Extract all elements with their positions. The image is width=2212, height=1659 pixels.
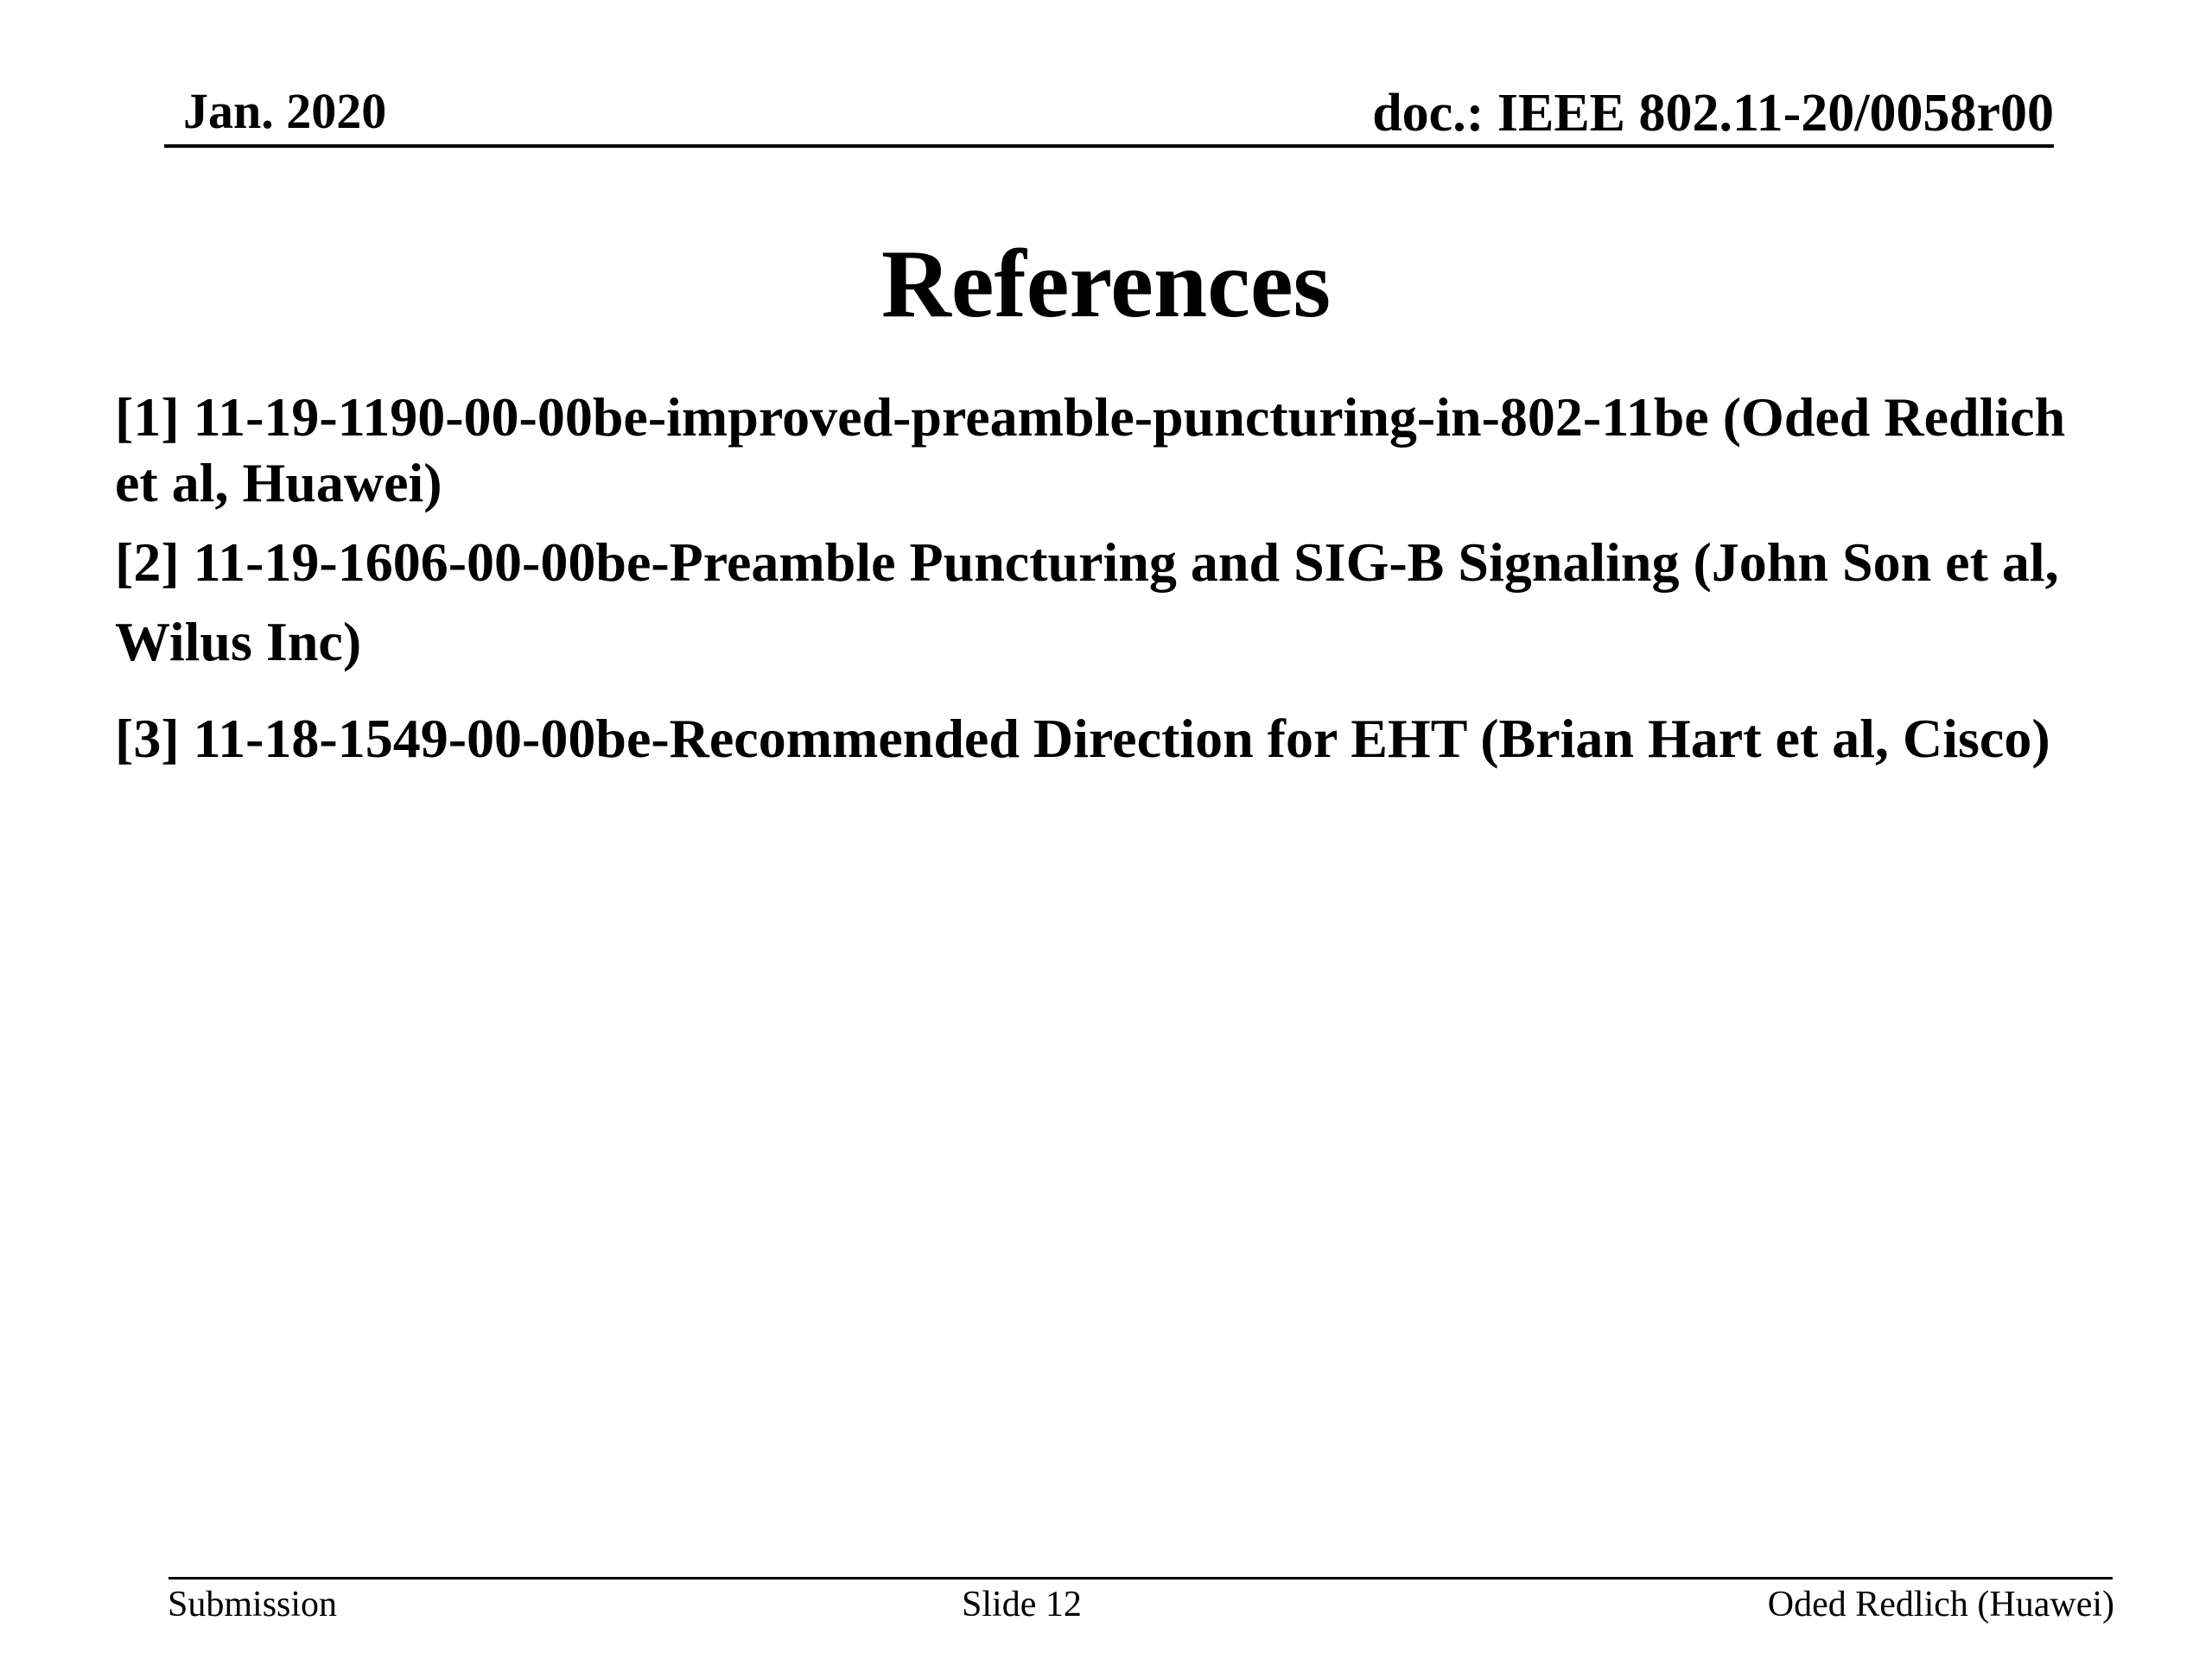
header-date: Jan. 2020 [183, 83, 387, 139]
reference-item-1: [1] 11-19-1190-00-00be-improved-preamble-puncturing-in-802-11be (Oded Redlich et al, Huawei) [115, 386, 2066, 513]
reference-item-3: [3] 11-18-1549-00-00be-Recommended Direction for EHT (Brian Hart et al, Cisco) [115, 708, 2050, 769]
reference-item-2: [2] 11-19-1606-00-00be-Preamble Puncturing and SIG-B Signaling (John Son et al, Wilus Inc) [115, 531, 2059, 672]
header-divider [164, 144, 2054, 148]
header-doc-id: doc.: IEEE 802.11-20/0058r00 [1372, 84, 2054, 143]
references-list [115, 385, 2068, 779]
footer-slide-number: Slide 12 [962, 1585, 1082, 1624]
footer-author: Oded Redlich (Huawei) [1767, 1585, 2114, 1624]
footer-submission: Submission [168, 1585, 338, 1624]
slide-title: References [880, 231, 1332, 339]
footer-divider [168, 1577, 2113, 1580]
